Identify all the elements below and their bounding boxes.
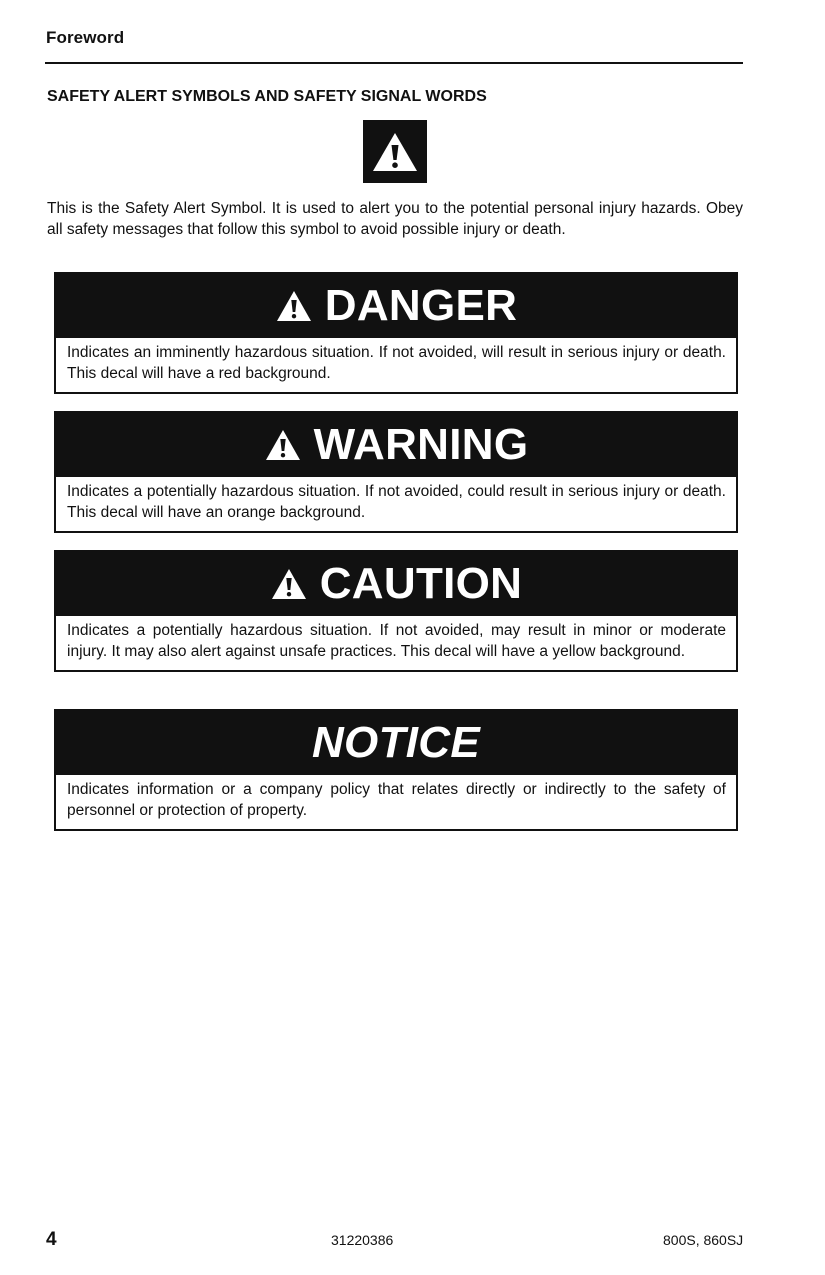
notice-panel [54,709,738,831]
warning-description: Indicates a potentially hazardous situation. If not avoided, could result in serious injury or death. This decal will have an orange background. [67,483,726,521]
header-divider [45,62,743,64]
caution-panel [54,550,738,672]
model-numbers: 800S, 860SJ [663,1232,744,1248]
notice-header [56,711,736,775]
warning-panel [54,411,738,533]
caution-header [56,552,736,616]
page-header-title: Foreword [46,28,125,47]
warning-triangle-icon [270,567,308,601]
warning-triangle-icon [275,289,313,323]
safety-alert-symbol-icon [363,120,427,183]
danger-header [56,274,736,338]
intro-paragraph: This is the Safety Alert Symbol. It is used to alert you to the potential personal injury hazards. Obey all safety messages that follow this symbol to avoid possible injury or death. [47,200,743,238]
danger-panel [54,272,738,394]
danger-signal-word: DANGER [324,281,518,330]
notice-signal-word: NOTICE [311,718,481,767]
caution-description: Indicates a potentially hazardous situation. If not avoided, may result in minor or moderate injury. It may also alert against unsafe practices. This decal will have a yellow background. [67,622,726,660]
warning-triangle-icon [264,428,302,462]
danger-description: Indicates an imminently hazardous situation. If not avoided, will result in serious injury or death. This decal will have a red background. [67,344,726,382]
warning-signal-word: WARNING [313,420,529,469]
section-heading: SAFETY ALERT SYMBOLS AND SAFETY SIGNAL WORDS [47,88,487,105]
caution-signal-word: CAUTION [319,559,523,608]
page-number: 4 [46,1229,57,1250]
notice-description: Indicates information or a company policy that relates directly or indirectly to the safety of personnel or protection of property. [67,781,726,819]
document-number: 31220386 [331,1232,394,1248]
warning-header [56,413,736,477]
